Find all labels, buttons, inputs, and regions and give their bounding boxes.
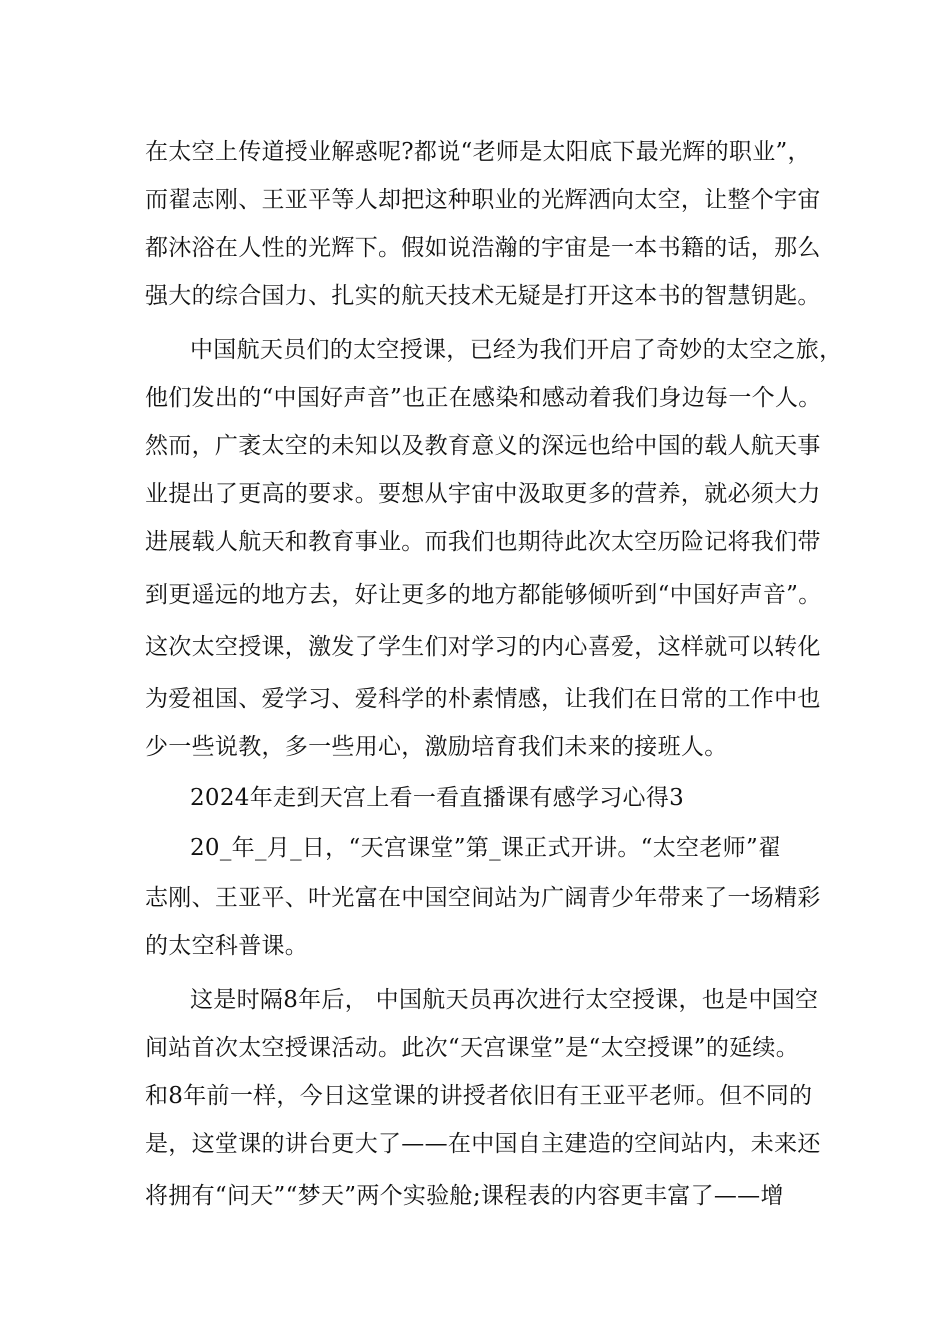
text-line: 进展载人航天和教育事业。而我们也期待此次太空历险记将我们带 [145, 529, 821, 555]
text-line: 志刚、王亚平、叶光富在中国空间站为广阔青少年带来了一场精彩 [145, 885, 821, 911]
text-line: 到更遥远的地方去，好让更多的地方都能够倾听到“中国好声音”。 [145, 582, 822, 608]
section-heading: 2024年走到天宫上看一看直播课有感学习心得3 [190, 785, 685, 811]
text-line: 为爱祖国、爱学习、爱科学的朴素情感，让我们在日常的工作中也 [145, 686, 821, 712]
text-line: 间站首次太空授课活动。此次“天宫课堂”是“太空授课”的延续。 [145, 1035, 800, 1061]
text-line: 而翟志刚、王亚平等人却把这种职业的光辉洒向太空，让整个宇宙 [145, 187, 821, 213]
text-line: 的太空科普课。 [145, 933, 309, 959]
text-line: 强大的综合国力、扎实的航天技术无疑是打开这本书的智慧钥匙。 [145, 283, 821, 309]
text-line: 20_年_月_日，“天宫课堂”第_课正式开讲。“太空老师”翟 [190, 835, 782, 861]
text-line: 将拥有“问天”“梦天”两个实验舱;课程表的内容更丰富了——增 [145, 1183, 784, 1209]
text-line: 少一些说教，多一些用心，激励培育我们未来的接班人。 [145, 734, 728, 760]
text-line: 业提出了更高的要求。要想从宇宙中汲取更多的营养，就必须大力 [145, 481, 821, 507]
text-line: 和8年前一样，今日这堂课的讲授者依旧有王亚平老师。但不同的 [145, 1083, 813, 1109]
text-line: 在太空上传道授业解惑呢?都说“老师是太阳底下最光辉的职业”， [145, 139, 811, 165]
text-line: 他们发出的“中国好声音”也正在感染和感动着我们身边每一个人。 [145, 385, 822, 411]
text-line: 中国航天员们的太空授课，已经为我们开启了奇妙的太空之旅， [190, 337, 843, 363]
text-line: 这是时隔8年后， 中国航天员再次进行太空授课，也是中国空 [190, 987, 819, 1013]
text-line: 是，这堂课的讲台更大了——在中国自主建造的空间站内，未来还 [145, 1131, 821, 1157]
text-line: 这次太空授课，激发了学生们对学习的内心喜爱，这样就可以转化 [145, 634, 821, 660]
text-line: 都沐浴在人性的光辉下。假如说浩瀚的宇宙是一本书籍的话，那么 [145, 235, 821, 261]
text-line: 然而，广袤太空的未知以及教育意义的深远也给中国的载人航天事 [145, 433, 821, 459]
